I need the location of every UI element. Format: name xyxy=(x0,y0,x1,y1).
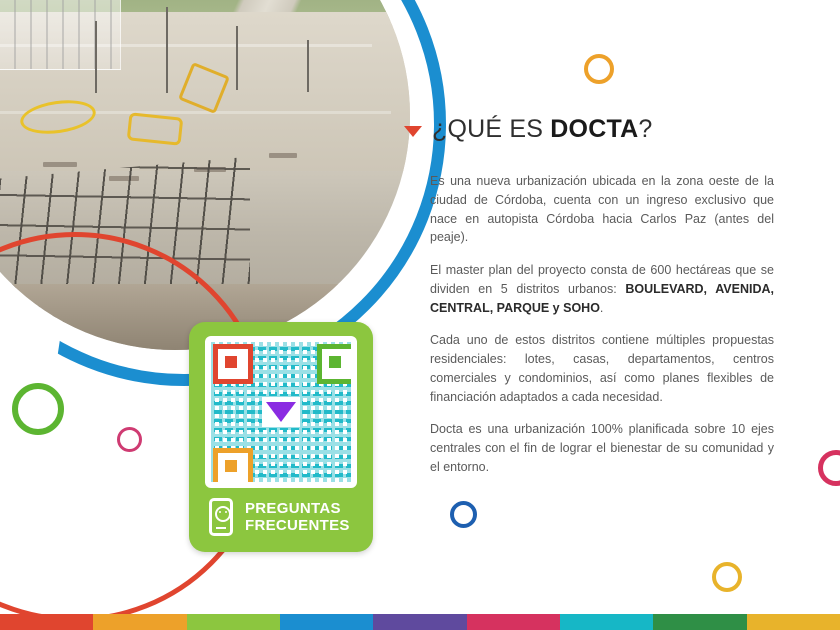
heading-prefix: ¿QUÉ ES xyxy=(432,115,551,143)
heading-brand: DOCTA xyxy=(550,115,639,143)
heading-suffix: ? xyxy=(638,115,653,143)
qr-finder-icon xyxy=(317,344,351,384)
paragraph-3: Cada uno de estos distritos contiene múltiples propuestas residenciales: lotes, casas, departamentos, centros comerciales y condominios, así como planes flexibles de financiación adaptados a cada necesidad. xyxy=(430,333,774,404)
paragraph-2 xyxy=(430,261,774,317)
bottom-bar-segment xyxy=(653,614,746,630)
photo-bench xyxy=(269,153,297,158)
bottom-bar-segment xyxy=(0,614,93,630)
faq-qr-card[interactable] xyxy=(189,322,373,552)
paragraph-1: Es una nueva urbanización ubicada en la zona oeste de la ciudad de Córdoba, cuenta con un ingreso exclusivo que nace en autopista Córdoba hacia Carlos Paz (antes del peaje). xyxy=(430,174,774,245)
photo-bench xyxy=(43,162,77,167)
green-circle-decoration xyxy=(12,383,64,435)
bottom-bar-segment xyxy=(560,614,653,630)
qr-center-logo-icon xyxy=(262,397,300,427)
pink-circle-decoration xyxy=(117,427,142,452)
content-column xyxy=(404,0,840,630)
qr-finder-icon xyxy=(213,344,253,384)
page-title xyxy=(432,115,652,144)
photo-watermark xyxy=(0,0,227,87)
section-body xyxy=(430,172,774,491)
faq-label xyxy=(245,500,350,535)
photo-playground-shape xyxy=(127,112,184,145)
smartphone-icon xyxy=(209,498,233,536)
paragraph-2-text: El master plan del proyecto consta de 600 hectáreas que se dividen en 5 distritos urbanos: xyxy=(430,263,774,296)
bottom-bar-segment xyxy=(467,614,560,630)
districts-list: BOULEVARD, AVENIDA, CENTRAL, PARQUE y SOHO xyxy=(430,281,774,315)
section-heading xyxy=(404,115,652,144)
bottom-bar-segment xyxy=(187,614,280,630)
caret-down-icon xyxy=(404,126,422,137)
faq-label-line1: PREGUNTAS xyxy=(245,500,341,517)
bottom-bar-segment xyxy=(93,614,186,630)
paragraph-4: Docta es una urbanización 100% planificada sobre 10 ejes centrales con el fin de lograr el bienestar de su comunidad y el entorno. xyxy=(430,422,774,474)
qr-code-canvas xyxy=(211,342,351,482)
bottom-bar-segment xyxy=(747,614,840,630)
districts-tail: . xyxy=(599,300,604,315)
bottom-color-bar xyxy=(0,614,840,630)
photo-lamp-post xyxy=(307,40,309,92)
bottom-bar-segment xyxy=(373,614,466,630)
qr-finder-icon xyxy=(213,448,253,482)
qr-code[interactable] xyxy=(205,336,357,488)
photo-lamp-post xyxy=(236,26,238,90)
faq-label-line2: FRECUENTES xyxy=(245,517,350,535)
bottom-bar-segment xyxy=(280,614,373,630)
